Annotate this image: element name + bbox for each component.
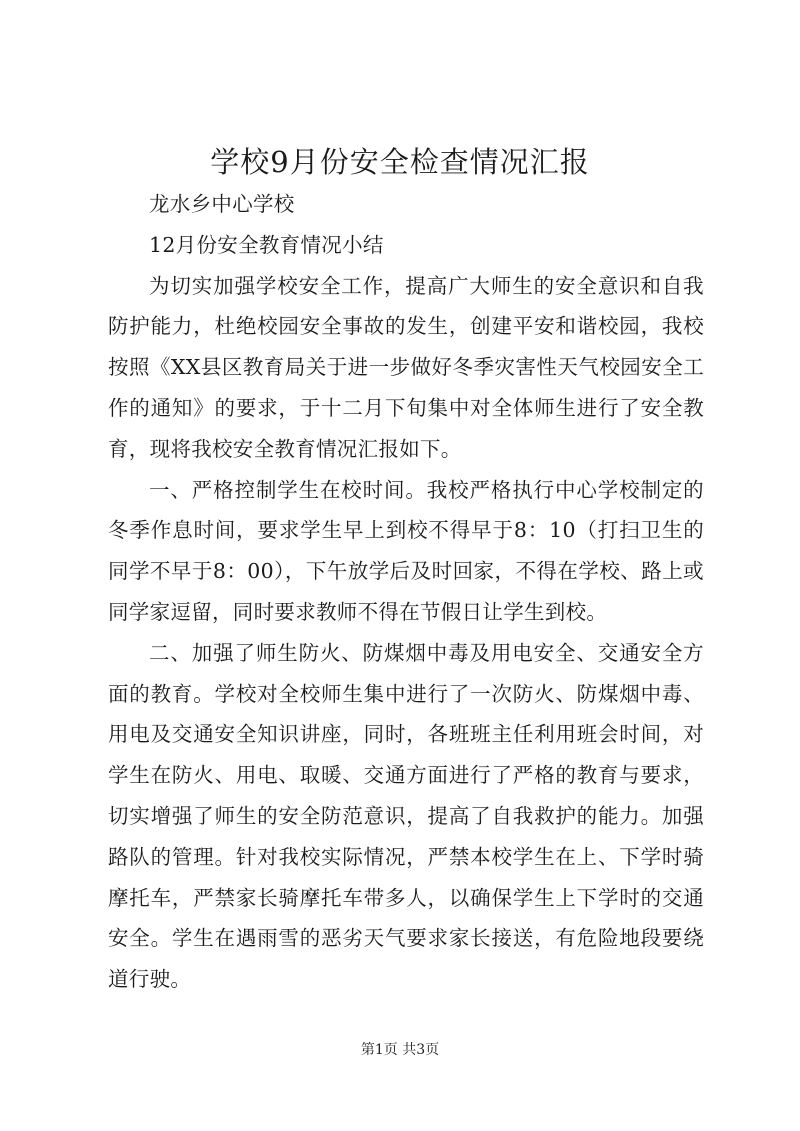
page-footer: 第1页 共3页 (360, 1042, 440, 1058)
section-two-paragraph: 二、加强了师生防火、防煤烟中毒及用电安全、交通安全方面的教育。学校对全校师生集中进行了一次防火、防煤烟中毒、用电及交通安全知识讲座，同时，各班班主任利用班会时间，对学生在防火、用电、取暖、交通方面进行了严格的教育与要求，切实增强了师生的安全防范意识，提高了自我救护的能力。加强路队的管理。针对我校实际情况，严禁本校学生在上、下学时骑摩托车，严禁家长骑摩托车带多人，以确保学生上下学时的交通安全。学生在遇雨雪的恶劣天气要求家长接送，有危险地段要绕道行驶。 (108, 640, 704, 992)
section-one-paragraph: 一、严格控制学生在校时间。我校严格执行中心学校制定的冬季作息时间，要求学生早上到校不得早于8：10（打扫卫生的同学不早于8：00），下午放学后及时回家，不得在学校、路上或同学家逗留，同时要求教师不得在节假日让学生到校。 (108, 477, 704, 624)
document-title: 学校9月份安全检查情况汇报 (210, 145, 590, 179)
document-body (108, 184, 704, 1000)
school-name: 龙水乡中心学校 (149, 192, 295, 216)
subtitle: 12月份安全教育情况小结 (149, 232, 384, 257)
intro-paragraph: 为切实加强学校安全工作，提高广大师生的安全意识和自我防护能力，杜绝校园安全事故的发生，创建平安和谐校园，我校按照《XX县区教育局关于进一步做好冬季灾害性天气校园安全工作的通知》的要求，于十二月下旬集中对全体师生进行了安全教育，现将我校安全教育情况汇报如下。 (108, 273, 704, 461)
